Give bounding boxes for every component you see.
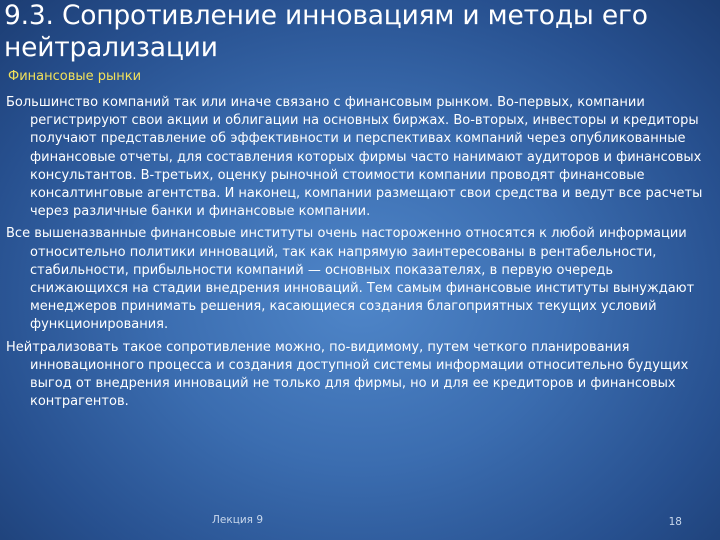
footer-lecture-label: Лекция 9 [212,514,264,526]
slide-title: 9.3. Сопротивление инновациям и методы его нейтрализации [4,0,648,63]
page-number: 18 [668,516,682,528]
slide-body [6,94,714,415]
slide-subtitle: Финансовые рынки [8,69,142,84]
paragraph-2: Все вышеназванные финансовые институты очень настороженно относятся к любой информации относительно политики инноваций, так как напрямую заинтересованы в рентабельности, стабильности, прибыльности компаний — основных показателях, в первую очередь снижающихся на стадии внедрения инноваций. Тем самым финансовые институты вынуждают менеджеров принимать решения, касающиеся создания благоприятных текущих условий функционирования. [6,226,695,333]
paragraph-1: Большинство компаний так или иначе связано с финансовым рынком. Во-первых, компании регистрируют свои акции и облигации на основных биржах. Во-вторых, инвесторы и кредиторы получают представление об эффективности и перспективах компаний через опубликованные финансовые отчеты, для составления которых фирмы часто нанимают аудиторов и финансовых консультантов. В-третьих, оценку рыночной стоимости компании проводят финансовые консалтинговые агентства. И наконец, компании размещают свои средства и ведут все расчеты через различные банки и финансовые компании. [6,95,703,220]
paragraph-3: Нейтрализовать такое сопротивление можно, по-видимому, путем четкого планирования инновационного процесса и создания доступной системы информации относительно будущих выгод от внедрения инноваций не только для фирмы, но и для ее кредиторов и финансовых контрагентов. [6,339,689,410]
